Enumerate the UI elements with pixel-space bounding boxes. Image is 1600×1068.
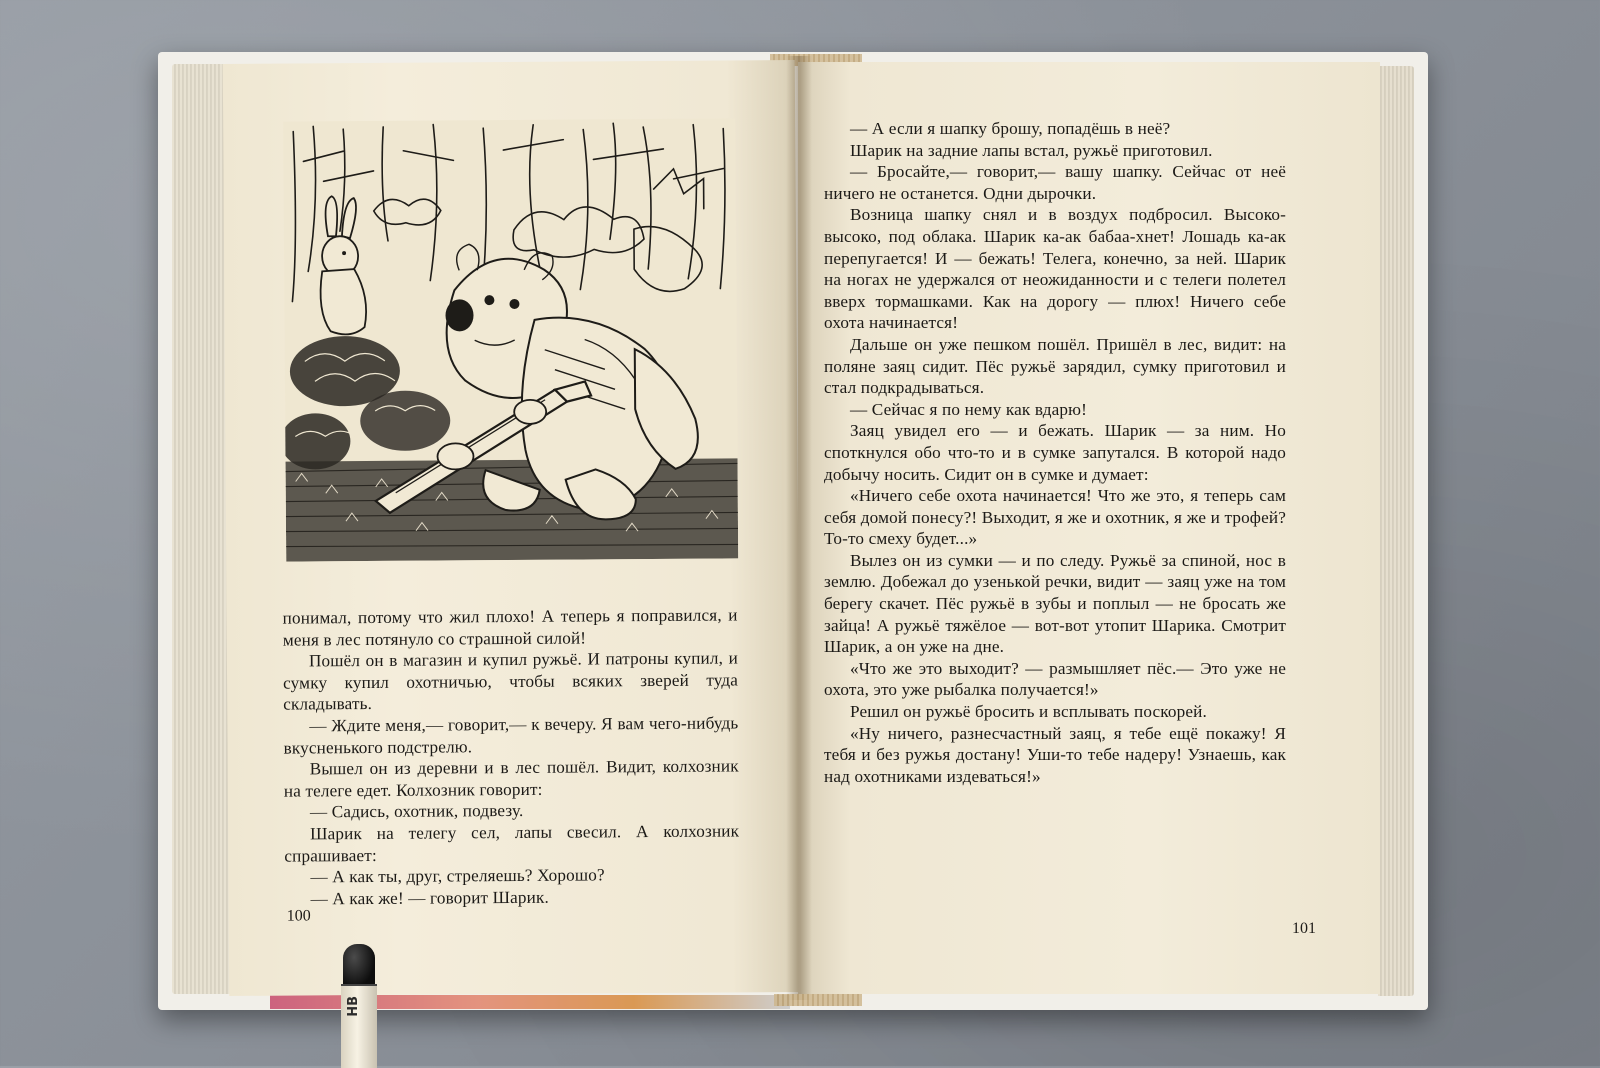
page-number-left: 100 — [286, 907, 311, 925]
paragraph: Вышел он из деревни и в лес пошёл. Видит, колхозник на телеге едет. Колхозник говорит: — [283, 756, 739, 801]
paragraph: «Ничего себе охота начинается! Что же это, я теперь сам себя домой понесу?! Выходит, я же и охотник, я же и трофей? То-то смеху будет...» — [824, 486, 1286, 549]
book-gutter — [786, 56, 812, 1000]
pen — [338, 944, 380, 1066]
paragraph: — Ждите меня,— говорит,— к вечеру. Я вам чего-нибудь вкусненького подстрелю. — [283, 713, 739, 758]
right-page-text — [824, 118, 1286, 787]
page-number-right: 101 — [1292, 920, 1316, 937]
illustration-icon — [283, 118, 738, 561]
left-page-stack — [172, 64, 230, 994]
paragraph: «Ну ничего, разнесчастный заяц, я тебе ещё покажу! Я тебя и без ружья достану! Уши-то тебе надеру! Узнаешь, как над охотниками издеваться!» — [824, 723, 1286, 786]
pen-cap — [343, 944, 375, 988]
paragraph: понимал, потому что жил плохо! А теперь я поправился, и меня в лес потянуло со страшной силой! — [282, 605, 738, 650]
paragraph: Дальше он уже пешком пошёл. Пришёл в лес, видит: на поляне заяц сидит. Пёс ружьё зарядил, сумку приготовил и стал подкрадываться. — [824, 334, 1286, 398]
paragraph: — Садись, охотник, подвезу. — [309, 801, 524, 822]
paragraph: «Что же это выходит? — размышляет пёс.— Это уже не охота, это уже рыбалка получается!» — [824, 658, 1286, 700]
paragraph: — Бросайте,— говорит,— вашу шапку. Сейчас от неё ничего не останется. Одни дырочки. — [824, 162, 1286, 203]
left-page-text — [283, 604, 740, 909]
right-page — [798, 62, 1380, 994]
paragraph: Вылез он из сумки — и по следу. Ружьё за спиной, нос в землю. Добежал до узенькой речки, видит — заяц уже на том берегу скачет. Пёс ружьё в зубы и поплыл — не бросать же зайца! А ружьё тяжёлое — вот-вот утопит Шарика. Смотрит Шарик, а он уже на дне. — [824, 550, 1286, 657]
left-page — [223, 60, 801, 996]
illustration — [283, 118, 738, 561]
paragraph: — А если я шапку брошу, попадёшь в неё? — [850, 119, 1171, 138]
spine-tape-bottom — [774, 994, 862, 1006]
paragraph: Пошёл он в магазин и купил ружьё. И патроны купил, и сумку купил охотничью, чтобы всяких зверей туда складывать. — [283, 648, 739, 714]
paragraph: Решил он ружьё бросить и всплывать поскорей. — [850, 702, 1207, 722]
paragraph: — А как же! — говорит Шарик. — [310, 887, 550, 909]
paragraph: Шарик на задние лапы встал, ружьё приготовил. — [850, 140, 1213, 160]
paragraph: — А как ты, друг, стреляешь? Хорошо? — [310, 865, 605, 887]
paragraph: Шарик на телегу сел, лапы свесил. А колхозник спрашивает: — [284, 821, 740, 866]
paragraph: — Сейчас я по нему как вдарю! — [850, 399, 1088, 419]
paragraph: Возница шапку снял и в воздух подбросил. Высоко-высоко, под облака. Шарик ка-ак бабаа-хнет! Лошадь ка-ак перепугается! И — бежать! Телега, конечно, за ней. Шарик на ногах не удержался от неожиданности и с телеги полетел вверх тормашками. Как на дорогу — плюх! Ничего себе охота начинается! — [824, 205, 1286, 333]
paragraph: Заяц увидел его — и бежать. Шарик — за ним. Но споткнулся обо что-то и в сумке запутался. В которой надо добычу носить. Сидит он в сумке и думает: — [824, 421, 1286, 484]
pen-label: НВ — [346, 996, 361, 1017]
right-page-stack — [1378, 66, 1414, 996]
